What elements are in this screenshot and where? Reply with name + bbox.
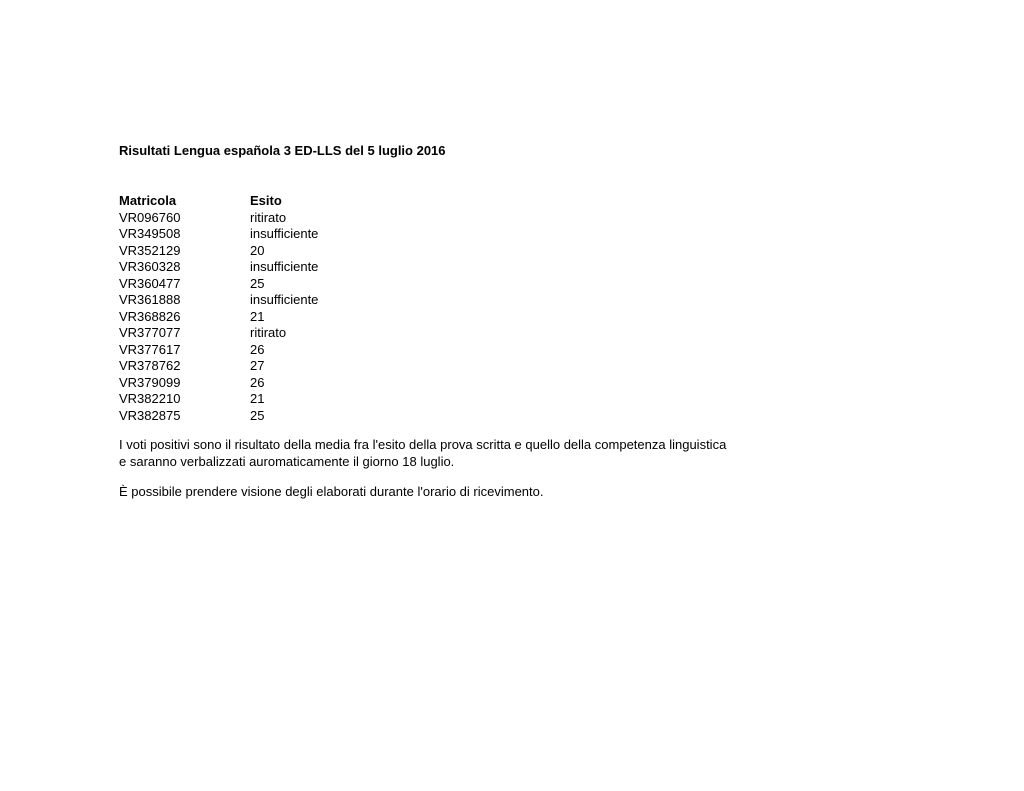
results-table [119, 193, 318, 424]
table-row [119, 292, 318, 309]
notes-paragraph [119, 437, 726, 470]
table-row [119, 210, 318, 227]
cell-esito: ritirato [250, 325, 287, 340]
cell-esito: 27 [250, 358, 265, 373]
cell-matricola: VR361888 [119, 292, 181, 307]
cell-esito: 26 [250, 341, 265, 357]
cell-matricola: VR360477 [119, 275, 181, 291]
cell-matricola: VR382875 [119, 407, 181, 423]
cell-esito: 26 [250, 374, 265, 390]
table-row [119, 375, 318, 392]
cell-matricola: VR377077 [119, 325, 181, 340]
cell-matricola: VR377617 [119, 341, 181, 357]
cell-esito: 20 [250, 242, 265, 258]
table-header-row [119, 193, 318, 210]
cell-matricola: VR096760 [119, 209, 181, 225]
cell-esito: insufficiente [250, 292, 319, 307]
table-row [119, 391, 318, 408]
note-line: I voti positivi sono il risultato della media fra l'esito della prova scritta e quello della competenza linguistica [119, 437, 727, 452]
cell-matricola: VR349508 [119, 226, 181, 241]
table-row [119, 226, 318, 243]
table-row [119, 276, 318, 293]
cell-matricola: VR368826 [119, 308, 181, 324]
table-row [119, 243, 318, 260]
notes-paragraph-2 [119, 484, 544, 501]
cell-matricola: VR360328 [119, 259, 181, 274]
table-row [119, 309, 318, 326]
cell-esito: insufficiente [250, 259, 319, 274]
cell-esito: 21 [250, 308, 265, 324]
cell-matricola: VR352129 [119, 242, 181, 258]
table-row [119, 408, 318, 425]
cell-matricola: VR378762 [119, 358, 181, 373]
note-line: È possibile prendere visione degli elaborati durante l'orario di ricevimento. [119, 484, 544, 499]
table-row [119, 259, 318, 276]
header-esito: Esito [250, 193, 282, 208]
header-matricola: Matricola [119, 193, 177, 208]
note-line: e saranno verbalizzati auromaticamente il giorno 18 luglio. [119, 453, 455, 469]
cell-esito: 25 [250, 407, 265, 423]
cell-esito: insufficiente [250, 226, 319, 241]
table-row [119, 325, 318, 342]
cell-esito: ritirato [250, 209, 287, 225]
table-row [119, 342, 318, 359]
cell-matricola: VR379099 [119, 374, 181, 390]
cell-esito: 25 [250, 275, 265, 291]
document-title: Risultati Lengua española 3 ED-LLS del 5 luglio 2016 [119, 143, 446, 158]
cell-esito: 21 [250, 391, 265, 406]
cell-matricola: VR382210 [119, 391, 181, 406]
table-row [119, 358, 318, 375]
